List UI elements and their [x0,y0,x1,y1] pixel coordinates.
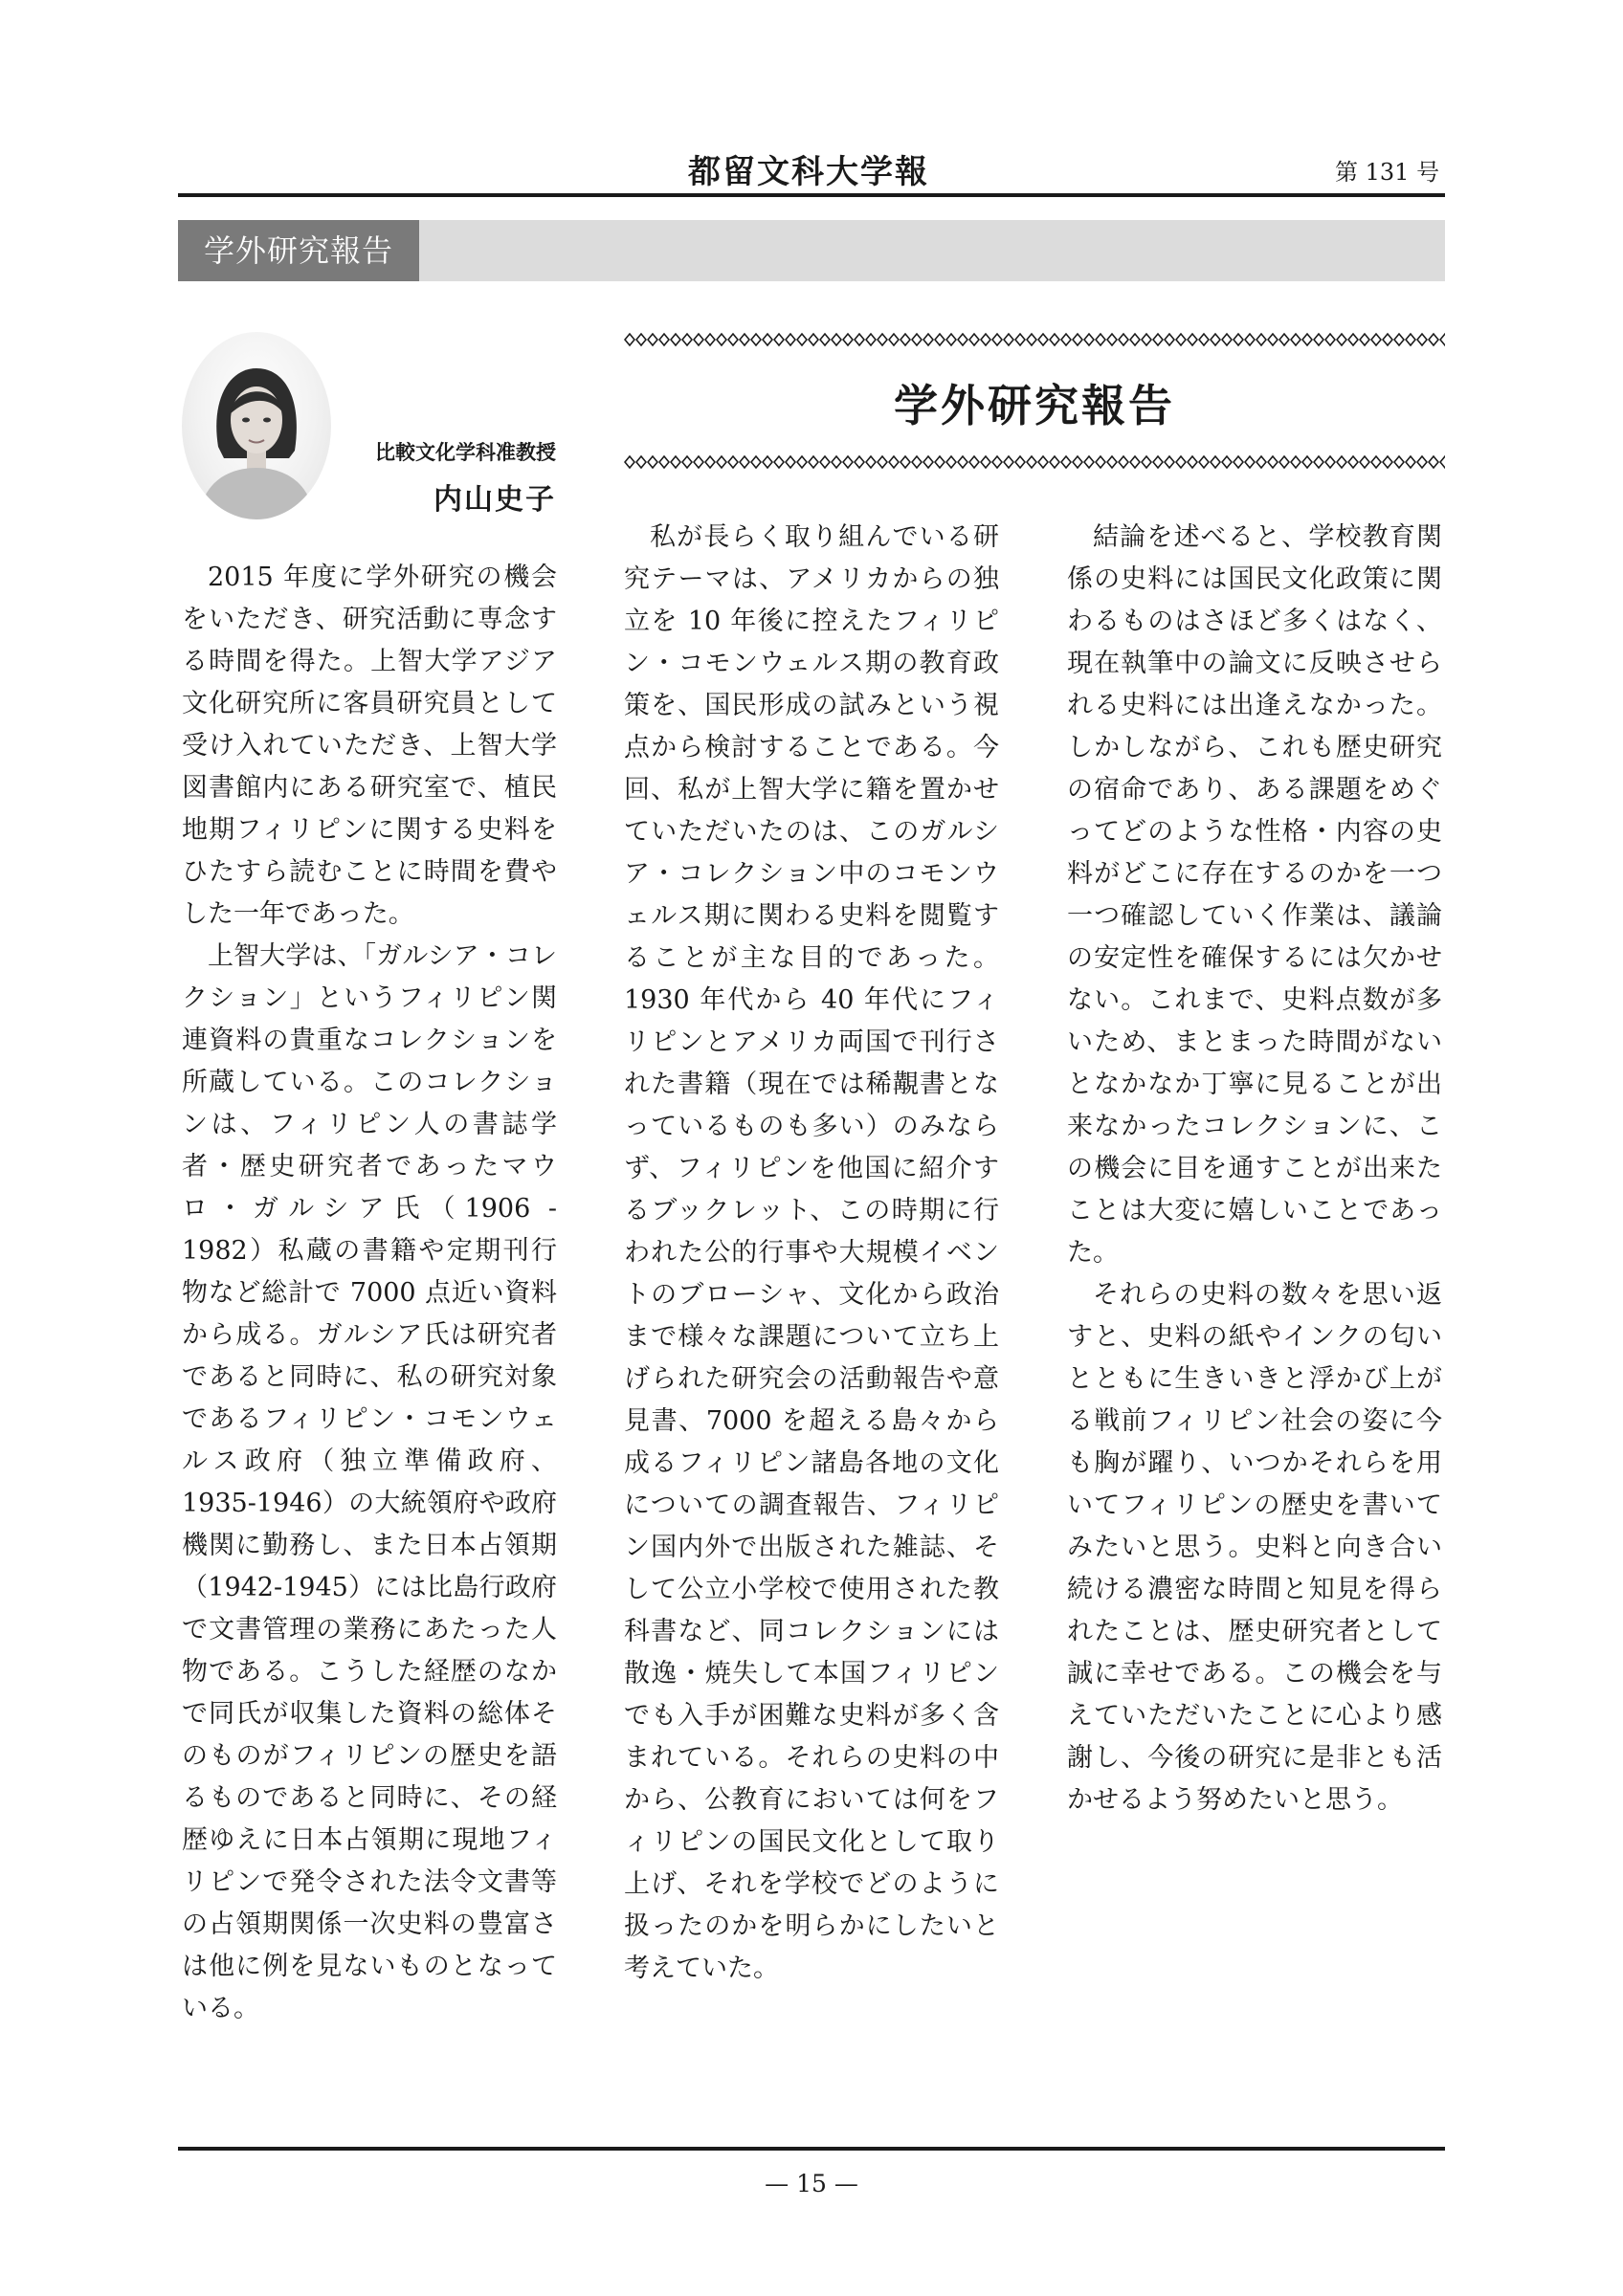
section-label: 学外研究報告 [178,220,419,281]
section-banner [178,220,1445,281]
journal-title: 都留文科大学報 [688,153,929,191]
article-column-3 [1067,517,1442,1821]
article-column-1 [182,557,557,2030]
article-column-2 [624,517,999,1990]
author-position: 比較文化学科准教授 [375,441,556,464]
article-paragraph: 2015 年度に学外研究の機会をいただき、研究活動に専念する時間を得た。上智大学アジア文化研究所に客員研究員として受け入れていただき、上智大学図書館内にある研究室で、植民地期フィリピンに関する史料をひたすら読むことに時間を費やした一年であった。 [182,563,557,929]
decorative-border-top [624,331,1445,348]
article-paragraph: 上智大学は、「ガルシア・コレクション」というフィリピン関連資料の貴重なコレクションを所蔵している。このコレクションは、フィリピン人の書誌学者・歴史研究者であったマウロ・ガルシア氏（1906 - 1982）私蔵の書籍や定期刊行物など総計で 7000 点近い資料から成る。ガルシア氏は研究者であると同時に、私の研究対象であるフィリピン・コモンウェルス政府（独立準備政府、1935-1946）の大統領府や政府機関に勤務し、また日本占領期（1942-1945）には比島行政府で文書管理の業務にあたった人物である。こうした経歴のなかで同氏が収集した資料の総体そのものがフィリピンの歴史を語るものであると同時に、その経歴ゆえに日本占領期に現地フィリピンで発令された法令文書等の占領期関係一次史料の豊富さは他に例を見ないものとなっている。 [182,941,557,2023]
article-title: 学外研究報告 [894,380,1175,431]
article-paragraph: 私が長らく取り組んでいる研究テーマは、アメリカからの独立を 10 年後に控えたフィリピン・コモンウェルス期の教育政策を、国民形成の試みという視点から検討することである。今回、私が上智大学に籍を置かせていただいたのは、このガルシア・コレクション中のコモンウェルス期に関わる史料を閲覧することが主な目的であった。1930 年代から 40 年代にフィリピンとアメリカ両国で刊行された書籍（現在では稀覯書となっているものも多い）のみならず、フィリピンを他国に紹介するブックレット、この時期に行われた公的行事や大規模イベントのブローシャ、文化から政治まで様々な課題について立ち上げられた研究会の活動報告や意見書、7000 を超える島々から成るフィリピン諸島各地の文化についての調査報告、フィリピン国内外で出版された雑誌、そして公立小学校で使用された教科書など、同コレクションには散逸・焼失して本国フィリピンでも入手が困難な史料が多く含まれている。それらの史料の中から、公教育においては何をフィリピンの国民文化として取り上げ、それを学校でどのように扱ったのかを明らかにしたいと考えていた。 [624,522,999,1983]
header-rule [178,193,1445,197]
author-name: 内山史子 [434,483,556,517]
article-paragraph: 結論を述べると、学校教育関係の史料には国民文化政策に関わるものはさほど多くはなく、現在執筆中の論文に反映させられる史料には出逢えなかった。しかしながら、これも歴史研究の宿命であり、ある課題をめぐってどのような性格・内容の史料がどこに存在するのかを一つ一つ確認していく作業は、議論の安定性を確保するには欠かせない。これまで、史料点数が多いため、まとまった時間がないとなかなか丁寧に見ることが出来なかったコレクションに、この機会に目を通すことが出来たことは大変に嬉しいことであった。 [1067,522,1442,1268]
decorative-border-bottom [624,453,1445,471]
author-photo [182,332,331,519]
article-paragraph: それらの史料の数々を思い返すと、史料の紙やインクの匂いとともに生きいきと浮かび上がる戦前フィリピン社会の姿に今も胸が躍り、いつかそれらを用いてフィリピンの歴史を書いてみたいと思う。史料と向き合い続ける濃密な時間と知見を得られたことは、歴史研究者として誠に幸せである。この機会を与えていただいたことに心より感謝し、今後の研究に是非とも活かせるよう努めたいと思う。 [1067,1280,1442,1815]
page-number: — 15 — [765,2170,858,2197]
issue-number: 第 131 号 [1335,159,1440,186]
footer-rule [178,2147,1445,2151]
